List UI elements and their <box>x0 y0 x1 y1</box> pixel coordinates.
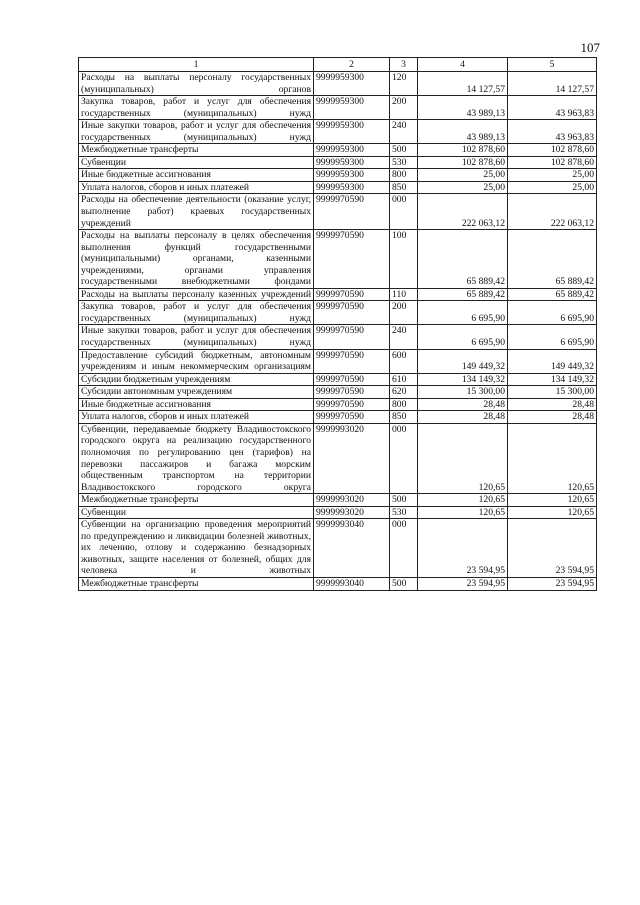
row-name-cell: Субвенции <box>79 506 314 519</box>
column-header: 2 <box>314 58 390 72</box>
row-value-col5: 14 127,57 <box>508 72 597 96</box>
column-header: 1 <box>79 58 314 72</box>
table-row <box>79 301 597 325</box>
row-code-cell: 9999970590 <box>314 386 390 399</box>
row-type-cell: 500 <box>390 577 418 590</box>
row-value-col4: 65 889,42 <box>418 230 508 289</box>
row-name-cell: Субсидии автономным учреждениям <box>79 386 314 399</box>
table-row <box>79 386 597 399</box>
row-name-cell: Межбюджетные трансферты <box>79 577 314 590</box>
row-code-cell: 9999970590 <box>314 230 390 289</box>
budget-table <box>78 57 597 591</box>
row-name-cell: Расходы на обеспечение деятельности (оказание услуг, выполнение работ) краевых государственных учреждений <box>79 194 314 230</box>
table-row <box>79 373 597 386</box>
row-value-col5: 28,48 <box>508 398 597 411</box>
row-value-col4: 222 063,12 <box>418 194 508 230</box>
row-type-cell: 620 <box>390 386 418 399</box>
row-value-col4: 25,00 <box>418 169 508 182</box>
table-row <box>79 398 597 411</box>
row-code-cell: 9999959300 <box>314 156 390 169</box>
table-row <box>79 288 597 301</box>
row-code-cell: 9999970590 <box>314 373 390 386</box>
row-value-col5: 6 695,90 <box>508 325 597 349</box>
row-type-cell: 530 <box>390 506 418 519</box>
row-code-cell: 9999993020 <box>314 506 390 519</box>
row-name-cell: Расходы на выплаты персоналу государственных (муниципальных) органов <box>79 72 314 96</box>
table-row <box>79 349 597 373</box>
row-value-col4: 25,00 <box>418 181 508 194</box>
row-type-cell: 610 <box>390 373 418 386</box>
row-value-col5: 120,65 <box>508 494 597 507</box>
table-row <box>79 577 597 590</box>
row-name-cell: Иные закупки товаров, работ и услуг для обеспечения государственных (муниципальных) нужд <box>79 325 314 349</box>
row-name-cell: Субвенции, передаваемые бюджету Владивостокского городского округа на реализацию государственного полномочия по регулированию цен (тарифов) на перевозки пассажиров и багажа морским общественным транспортом на территории Владивостокского городского округа <box>79 423 314 493</box>
row-code-cell: 9999959300 <box>314 181 390 194</box>
row-type-cell: 000 <box>390 423 418 493</box>
table-row <box>79 156 597 169</box>
row-code-cell: 9999970590 <box>314 325 390 349</box>
row-code-cell: 9999993040 <box>314 577 390 590</box>
column-header: 3 <box>390 58 418 72</box>
row-value-col4: 28,48 <box>418 398 508 411</box>
row-value-col4: 102 878,60 <box>418 144 508 157</box>
row-value-col4: 120,65 <box>418 423 508 493</box>
table-row <box>79 181 597 194</box>
row-value-col5: 23 594,95 <box>508 519 597 578</box>
row-code-cell: 9999993020 <box>314 494 390 507</box>
row-name-cell: Закупка товаров, работ и услуг для обеспечения государственных (муниципальных) нужд <box>79 301 314 325</box>
row-name-cell: Субвенции <box>79 156 314 169</box>
row-value-col5: 65 889,42 <box>508 230 597 289</box>
row-type-cell: 000 <box>390 519 418 578</box>
table-row <box>79 494 597 507</box>
row-name-cell: Расходы на выплаты персоналу в целях обеспечения выполнения функций государственными (муниципальными) органами, казенными учреждениями, органами управления государственными внебюджетными фондами <box>79 230 314 289</box>
row-type-cell: 100 <box>390 230 418 289</box>
row-value-col5: 23 594,95 <box>508 577 597 590</box>
row-value-col4: 23 594,95 <box>418 577 508 590</box>
row-value-col5: 102 878,60 <box>508 156 597 169</box>
row-type-cell: 850 <box>390 411 418 424</box>
row-type-cell: 200 <box>390 96 418 120</box>
row-value-col5: 15 300,00 <box>508 386 597 399</box>
row-type-cell: 120 <box>390 72 418 96</box>
row-name-cell: Расходы на выплаты персоналу казенных учреждений <box>79 288 314 301</box>
row-value-col5: 102 878,60 <box>508 144 597 157</box>
row-type-cell: 240 <box>390 120 418 144</box>
row-code-cell: 9999959300 <box>314 120 390 144</box>
table-row <box>79 411 597 424</box>
row-type-cell: 000 <box>390 194 418 230</box>
row-value-col5: 25,00 <box>508 181 597 194</box>
table-row <box>79 72 597 96</box>
row-code-cell: 9999959300 <box>314 96 390 120</box>
row-value-col4: 65 889,42 <box>418 288 508 301</box>
row-value-col5: 149 449,32 <box>508 349 597 373</box>
table-body <box>79 72 597 591</box>
row-type-cell: 200 <box>390 301 418 325</box>
table-row <box>79 120 597 144</box>
table-header-row <box>79 58 597 72</box>
row-value-col5: 28,48 <box>508 411 597 424</box>
row-value-col4: 14 127,57 <box>418 72 508 96</box>
row-value-col4: 149 449,32 <box>418 349 508 373</box>
table-row <box>79 519 597 578</box>
row-value-col4: 28,48 <box>418 411 508 424</box>
row-value-col5: 120,65 <box>508 506 597 519</box>
row-type-cell: 800 <box>390 169 418 182</box>
row-name-cell: Субсидии бюджетным учреждениям <box>79 373 314 386</box>
page-number: 107 <box>580 40 600 55</box>
row-code-cell: 9999970590 <box>314 411 390 424</box>
row-code-cell: 9999993040 <box>314 519 390 578</box>
table-row <box>79 230 597 289</box>
row-value-col4: 6 695,90 <box>418 325 508 349</box>
row-value-col5: 134 149,32 <box>508 373 597 386</box>
row-code-cell: 9999959300 <box>314 169 390 182</box>
row-value-col4: 6 695,90 <box>418 301 508 325</box>
row-name-cell: Уплата налогов, сборов и иных платежей <box>79 181 314 194</box>
row-type-cell: 800 <box>390 398 418 411</box>
row-name-cell: Иные бюджетные ассигнования <box>79 398 314 411</box>
column-header: 5 <box>508 58 597 72</box>
row-code-cell: 9999970590 <box>314 349 390 373</box>
row-name-cell: Предоставление субсидий бюджетным, автономным учреждениям и иным некоммерческим организациям <box>79 349 314 373</box>
row-name-cell: Иные закупки товаров, работ и услуг для обеспечения государственных (муниципальных) нужд <box>79 120 314 144</box>
row-value-col4: 15 300,00 <box>418 386 508 399</box>
row-code-cell: 9999970590 <box>314 194 390 230</box>
row-name-cell: Уплата налогов, сборов и иных платежей <box>79 411 314 424</box>
row-code-cell: 9999959300 <box>314 144 390 157</box>
table-row <box>79 169 597 182</box>
row-type-cell: 110 <box>390 288 418 301</box>
row-type-cell: 850 <box>390 181 418 194</box>
row-value-col5: 6 695,90 <box>508 301 597 325</box>
row-code-cell: 9999970590 <box>314 398 390 411</box>
row-name-cell: Межбюджетные трансферты <box>79 494 314 507</box>
row-value-col4: 134 149,32 <box>418 373 508 386</box>
row-name-cell: Межбюджетные трансферты <box>79 144 314 157</box>
table-row <box>79 96 597 120</box>
table-row <box>79 144 597 157</box>
row-type-cell: 600 <box>390 349 418 373</box>
row-value-col5: 43 963,83 <box>508 96 597 120</box>
table-row <box>79 194 597 230</box>
column-header: 4 <box>418 58 508 72</box>
row-value-col4: 120,65 <box>418 494 508 507</box>
row-value-col4: 23 594,95 <box>418 519 508 578</box>
row-type-cell: 500 <box>390 494 418 507</box>
row-value-col4: 43 989,13 <box>418 96 508 120</box>
row-code-cell: 9999993020 <box>314 423 390 493</box>
row-name-cell: Субвенции на организацию проведения мероприятий по предупреждению и ликвидации болезней животных, их лечению, отлову и содержанию безнадзорных животных, защите населения от болезней, общих для человека и животных <box>79 519 314 578</box>
row-value-col5: 43 963,83 <box>508 120 597 144</box>
table-row <box>79 506 597 519</box>
row-value-col5: 65 889,42 <box>508 288 597 301</box>
row-type-cell: 240 <box>390 325 418 349</box>
row-value-col5: 120,65 <box>508 423 597 493</box>
row-type-cell: 530 <box>390 156 418 169</box>
row-value-col4: 102 878,60 <box>418 156 508 169</box>
row-value-col4: 43 989,13 <box>418 120 508 144</box>
row-value-col4: 120,65 <box>418 506 508 519</box>
row-code-cell: 9999959300 <box>314 72 390 96</box>
row-code-cell: 9999970590 <box>314 288 390 301</box>
table-row <box>79 325 597 349</box>
row-name-cell: Иные бюджетные ассигнования <box>79 169 314 182</box>
row-value-col5: 25,00 <box>508 169 597 182</box>
table-row <box>79 423 597 493</box>
row-name-cell: Закупка товаров, работ и услуг для обеспечения государственных (муниципальных) нужд <box>79 96 314 120</box>
row-value-col5: 222 063,12 <box>508 194 597 230</box>
row-code-cell: 9999970590 <box>314 301 390 325</box>
row-type-cell: 500 <box>390 144 418 157</box>
